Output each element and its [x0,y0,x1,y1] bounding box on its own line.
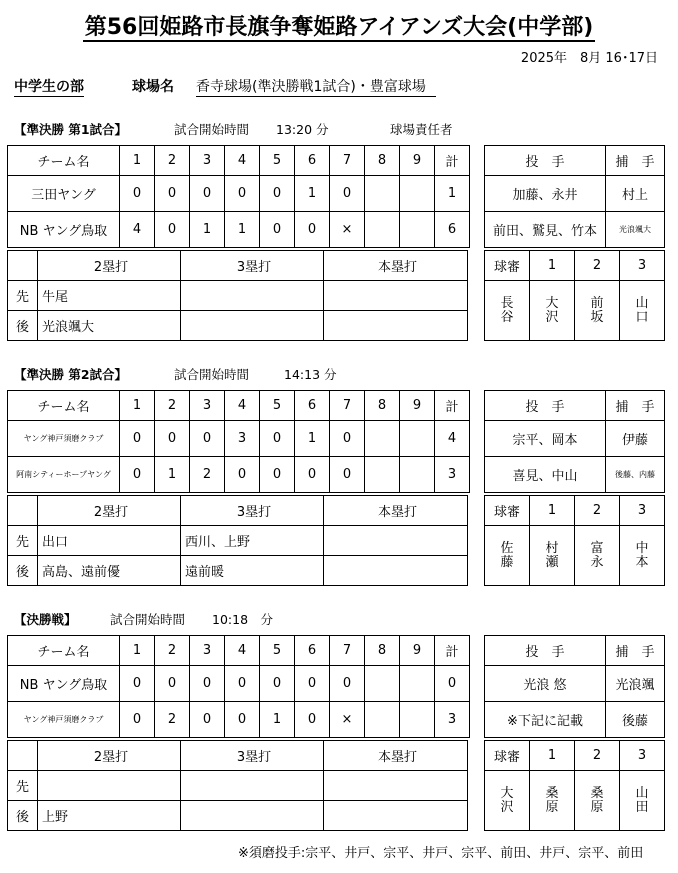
start-time-label: 試合開始時間 [110,612,186,627]
inning-score: 0 [120,702,155,738]
umpire-name-text: 村瀬 [545,540,559,570]
hits-corner [8,251,38,281]
inning-header: 8 [365,636,400,666]
umpire-name [485,526,530,586]
battery-table [484,390,665,493]
inning-score: 0 [120,176,155,212]
inning-header: 6 [295,146,330,176]
inning-score: 0 [190,666,225,702]
umpire-base-header: 2 [575,251,620,281]
hit-players [38,771,181,801]
umpire-name-text: 大沢 [545,295,559,325]
umpire-name [575,526,620,586]
inning-score: 3 [225,421,260,457]
inning-header: 1 [120,146,155,176]
inning-score [400,702,435,738]
umpires-table [484,740,665,831]
team-score-row [8,212,470,248]
umpire-name [485,281,530,341]
team-name-header: チーム名 [8,636,120,666]
start-time-value: 14:13 分 [284,367,337,382]
batting-order-label: 先 [8,526,38,556]
umpire-name [530,281,575,341]
pitcher-names: ※下記に記載 [485,702,606,738]
inning-score: 0 [120,666,155,702]
umpire-base-header: 2 [575,496,620,526]
inning-header: 6 [295,391,330,421]
inning-header: 2 [155,636,190,666]
team-name: 三田ヤング [8,176,120,212]
umpire-name-text: 富永 [590,540,604,570]
umpire-name-text: 山口 [635,295,649,325]
catcher-header: 捕 手 [606,636,665,666]
umpire-plate-header: 球審 [485,741,530,771]
division-label: 中学生の部 [14,76,84,97]
inning-score: 0 [260,666,295,702]
inning-header: 3 [190,391,225,421]
inning-score [365,666,400,702]
inning-score: 0 [260,212,295,248]
umpire-plate-header: 球審 [485,251,530,281]
venue-name: 香寺球場(準決勝戦1試合)・豊富球場 [196,76,436,97]
extra-base-hits-table [7,250,468,341]
umpire-base-header: 1 [530,496,575,526]
inning-score: 2 [155,702,190,738]
hit-type-header: 3塁打 [181,496,324,526]
event-date: 2025年 8月 16･17日 [520,51,658,66]
inning-score: 0 [155,176,190,212]
hit-players [181,801,324,831]
umpire-plate-header: 球審 [485,496,530,526]
hit-players: 牛尾 [38,281,181,311]
team-name: ヤング神戸須磨クラブ [8,702,120,738]
inning-score: 2 [190,457,225,493]
pitcher-names: 喜見、中山 [485,457,606,493]
start-time-label: 試合開始時間 [174,122,250,137]
scoreboard-table [7,635,470,738]
hit-players [324,771,468,801]
inning-header: 計 [435,636,470,666]
inning-header: 2 [155,146,190,176]
inning-score: 0 [225,702,260,738]
inning-header: 5 [260,146,295,176]
hit-players [324,526,468,556]
extra-base-hits-table [7,495,468,586]
pitcher-names: 加藤、永井 [485,176,606,212]
inning-score: 0 [330,421,365,457]
hit-type-header: 2塁打 [38,496,181,526]
umpire-name [620,771,665,831]
total-score: 6 [435,212,470,248]
inning-header: 6 [295,636,330,666]
inning-score: 1 [155,457,190,493]
inning-score: 0 [295,212,330,248]
hit-type-header: 2塁打 [38,251,181,281]
team-name: NB ヤング鳥取 [8,666,120,702]
inning-score: 0 [120,457,155,493]
hits-corner [8,741,38,771]
inning-score: 0 [155,666,190,702]
umpire-name-text: 桑原 [545,785,559,815]
inning-header: 7 [330,146,365,176]
inning-header: 5 [260,636,295,666]
inning-score [365,702,400,738]
scoreboard-table [7,145,470,248]
pitcher-header: 投 手 [485,391,606,421]
inning-score: 0 [260,421,295,457]
inning-score: 0 [330,176,365,212]
umpire-base-header: 2 [575,741,620,771]
umpire-base-header: 3 [620,741,665,771]
inning-score: 0 [190,702,225,738]
inning-header: 9 [400,636,435,666]
umpire-name-text: 山田 [635,785,649,815]
inning-score [365,421,400,457]
inning-header: 9 [400,146,435,176]
team-score-row [8,421,470,457]
team-score-row [8,702,470,738]
inning-header: 4 [225,146,260,176]
inning-header: 1 [120,391,155,421]
umpire-base-header: 1 [530,251,575,281]
inning-header: 計 [435,146,470,176]
page-title: 第56回姫路市長旗争奪姫路アイアンズ大会(中学部) [84,15,594,40]
inning-score [400,176,435,212]
inning-score: 1 [190,212,225,248]
inning-score: 0 [295,666,330,702]
inning-score: 1 [295,421,330,457]
inning-score: 0 [155,212,190,248]
inning-header: 計 [435,391,470,421]
umpire-name-text: 大沢 [500,785,514,815]
inning-score: 1 [295,176,330,212]
inning-score [400,666,435,702]
catcher-header: 捕 手 [606,146,665,176]
team-name-header: チーム名 [8,146,120,176]
hit-players: 出口 [38,526,181,556]
total-score: 1 [435,176,470,212]
umpire-name [575,771,620,831]
battery-table [484,145,665,248]
team-name: 阿南シティーホープヤング [8,457,120,493]
inning-score [400,457,435,493]
catcher-name: 光浪颯大 [606,212,665,248]
umpire-base-header: 3 [620,251,665,281]
team-name: NB ヤング鳥取 [8,212,120,248]
inning-score: 0 [295,702,330,738]
pitcher-names: 光浪 悠 [485,666,606,702]
team-score-row [8,176,470,212]
umpire-name-text: 中本 [635,540,649,570]
inning-score: 0 [155,421,190,457]
umpires-table [484,495,665,586]
catcher-name: 後藤 [606,702,665,738]
inning-score: 0 [330,666,365,702]
umpire-name [485,771,530,831]
inning-score [365,457,400,493]
batting-order-label: 後 [8,801,38,831]
inning-header: 7 [330,391,365,421]
hit-type-header: 本塁打 [324,251,468,281]
hit-type-header: 本塁打 [324,496,468,526]
inning-header: 8 [365,146,400,176]
umpires-table [484,250,665,341]
hit-type-header: 2塁打 [38,741,181,771]
hit-players: 遠前暖 [181,556,324,586]
venue-label: 球場名 [132,79,174,95]
inning-score: 1 [260,702,295,738]
inning-score: × [330,702,365,738]
hit-players [324,556,468,586]
inning-score: 0 [225,457,260,493]
start-time-value: 10:18 分 [212,612,274,627]
hit-players [181,771,324,801]
inning-header: 1 [120,636,155,666]
inning-score: 0 [260,457,295,493]
game-heading: 【準決勝 第1試合】 [14,122,128,137]
umpire-name-text: 佐藤 [500,540,514,570]
catcher-name: 光浪颯 [606,666,665,702]
inning-score: 0 [120,421,155,457]
catcher-header: 捕 手 [606,391,665,421]
team-name: ヤング神戸須磨クラブ [8,421,120,457]
hit-type-header: 本塁打 [324,741,468,771]
hit-players [181,311,324,341]
inning-header: 7 [330,636,365,666]
footnote: ※須磨投手:宗平、井戸、宗平、井戸、宗平、前田、井戸、宗平、前田 [238,846,644,861]
umpire-name [530,526,575,586]
inning-score [365,176,400,212]
inning-header: 9 [400,391,435,421]
field-responsible-label: 球場責任者 [390,122,453,137]
pitcher-header: 投 手 [485,636,606,666]
inning-header: 3 [190,146,225,176]
inning-score: 1 [225,212,260,248]
inning-score [400,421,435,457]
batting-order-label: 後 [8,311,38,341]
hit-players: 西川、上野 [181,526,324,556]
inning-header: 5 [260,391,295,421]
start-time-label: 試合開始時間 [174,367,250,382]
total-score: 3 [435,702,470,738]
team-score-row [8,457,470,493]
umpire-base-header: 3 [620,496,665,526]
pitcher-names: 前田、鷲見、竹本 [485,212,606,248]
inning-header: 3 [190,636,225,666]
inning-score: 4 [120,212,155,248]
catcher-name: 後藤、内藤 [606,457,665,493]
hit-players: 高島、遠前優 [38,556,181,586]
umpire-base-header: 1 [530,741,575,771]
umpire-name [575,281,620,341]
umpire-name [620,281,665,341]
hit-players [324,311,468,341]
inning-score: 0 [225,666,260,702]
total-score: 3 [435,457,470,493]
hit-type-header: 3塁打 [181,251,324,281]
hit-type-header: 3塁打 [181,741,324,771]
team-name-header: チーム名 [8,391,120,421]
inning-score: 0 [190,176,225,212]
hit-players: 光浪颯大 [38,311,181,341]
inning-header: 4 [225,391,260,421]
inning-header: 8 [365,391,400,421]
game-heading: 【準決勝 第2試合】 [14,367,128,382]
catcher-name: 村上 [606,176,665,212]
hit-players: 上野 [38,801,181,831]
start-time-value: 13:20 分 [276,122,329,137]
game-heading: 【決勝戦】 [14,612,77,627]
extra-base-hits-table [7,740,468,831]
inning-header: 4 [225,636,260,666]
inning-score [400,212,435,248]
hits-corner [8,496,38,526]
inning-score: 0 [330,457,365,493]
inning-score: 0 [295,457,330,493]
pitcher-names: 宗平、岡本 [485,421,606,457]
umpire-name-text: 長谷 [500,295,514,325]
inning-score: × [330,212,365,248]
umpire-name-text: 桑原 [590,785,604,815]
umpire-name [530,771,575,831]
batting-order-label: 先 [8,281,38,311]
batting-order-label: 後 [8,556,38,586]
total-score: 4 [435,421,470,457]
hit-players [324,281,468,311]
umpire-name [620,526,665,586]
inning-score [365,212,400,248]
team-score-row [8,666,470,702]
hit-players [181,281,324,311]
pitcher-header: 投 手 [485,146,606,176]
inning-header: 2 [155,391,190,421]
total-score: 0 [435,666,470,702]
inning-score: 0 [225,176,260,212]
inning-score: 0 [190,421,225,457]
inning-score: 0 [260,176,295,212]
umpire-name-text: 前坂 [590,295,604,325]
battery-table [484,635,665,738]
catcher-name: 伊藤 [606,421,665,457]
scoreboard-table [7,390,470,493]
batting-order-label: 先 [8,771,38,801]
hit-players [324,801,468,831]
